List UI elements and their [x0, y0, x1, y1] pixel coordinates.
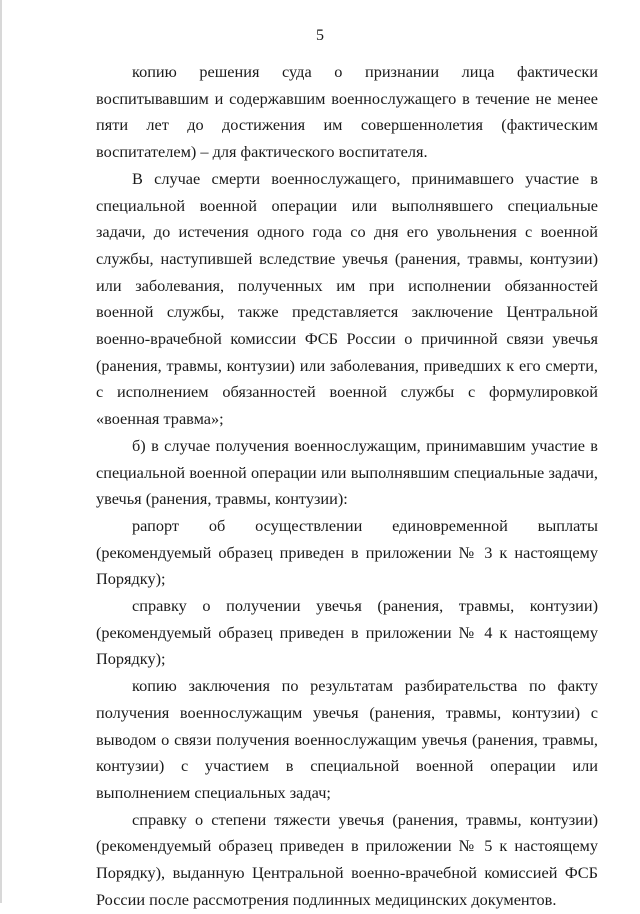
document-body	[96, 59, 598, 914]
scan-edge	[0, 0, 2, 903]
paragraph-payment-report: рапорт об осуществлении единовременной выплаты (рекомендуемый образец приведен в приложении № 3 к настоящему Порядку);	[96, 515, 598, 589]
paragraph-injury-certificate: справку о получении увечья (ранения, травмы, контузии) (рекомендуемый образец приведен в приложении № 4 к настоящему Порядку);	[96, 596, 598, 669]
paragraph-court-decision-copy: копию решения суда о признании лица фактически воспитывавшим и содержавшим военнослужащего в течение не менее пяти лет до достижения им совершеннолетия (фактическим воспитателем) – для фактического воспитателя.	[96, 62, 598, 162]
page-number: 5	[316, 27, 324, 44]
paragraph-investigation-conclusion: копию заключения по результатам разбирательства по факту получения военнослужащим увечья (ранения, травмы, контузии) с выводом о связи получения военнослужащим увечья (ранения, травмы, контузии) с участием в специальной военной операции или выполнением специальных задач;	[96, 676, 598, 802]
paragraph-injury-case: б) в случае получения военнослужащим, принимавшим участие в специальной военной операции или выполнявшим специальные задачи, увечья (ранения, травмы, контузии):	[96, 435, 598, 509]
paragraph-severity-certificate: справку о степени тяжести увечья (ранения, травмы, контузии) (рекомендуемый образец приведен в приложении № 5 к настоящему Порядку), выданную Центральной военно-врачебной комиссией ФСБ России после рассмотрения подлинных медицинских документов.	[96, 809, 598, 909]
paragraph-death-case: В случае смерти военнослужащего, принимавшего участие в специальной военной операции или выполнявшего специальные задачи, до истечения одного года со дня его увольнения с военной службы, наступившей вследствие увечья (ранения, травмы, контузии) или заболевания, полученных им при исполнении обязанностей военной службы, также представляется заключение Центральной военно-врачебной комиссии ФСБ России о причинной связи увечья (ранения, травмы, контузии) или заболевания, приведших к его смерти, с исполнением обязанностей военной службы с формулировкой «военная травма»;	[96, 168, 598, 429]
